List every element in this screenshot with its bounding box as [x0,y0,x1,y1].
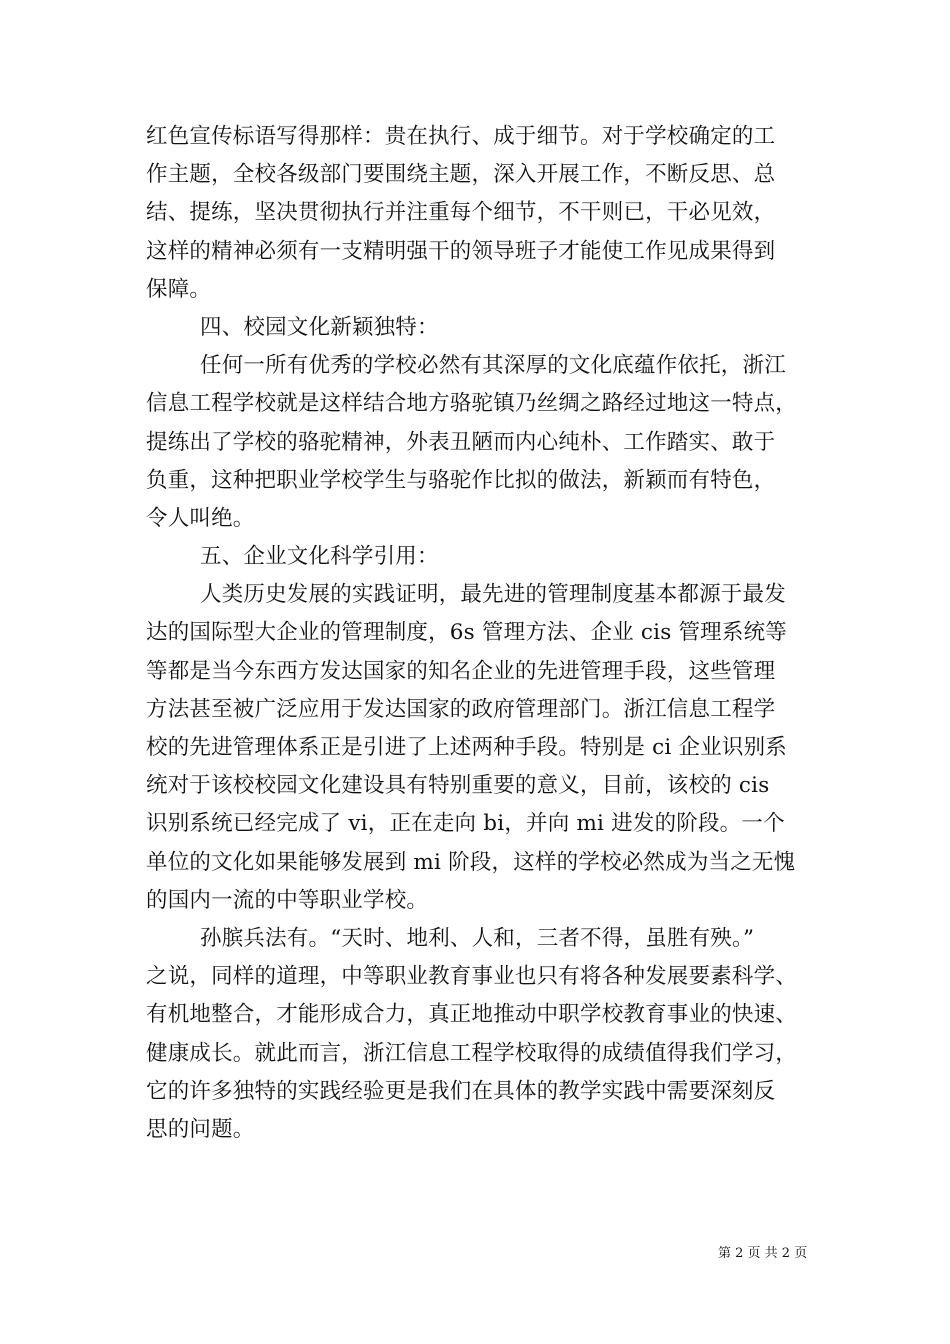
text-line: 结、提练，坚决贯彻执行并注重每个细节，不干则已，干必见效， [146,200,776,226]
text-line: 四、校园文化新颖独特： [200,314,439,340]
text-line: 方法甚至被广泛应用于发达国家的政府管理部门。浙江信息工程学 [146,696,776,722]
page-number-footer: 第 2 页 共 2 页 [718,1246,808,1261]
text-line: 孙膑兵法有。“天时、地利、人和，三者不得，虽胜有殃。” [200,925,755,951]
text-line: 令人叫绝。 [146,505,255,531]
text-line: 识别系统已经完成了 vi，正在走向 bi，并向 mi 进发的阶段。一个 [146,811,785,837]
text-line: 人类历史发展的实践证明，最先进的管理制度基本都源于最发 [200,582,786,608]
text-line: 单位的文化如果能够发展到 mi 阶段，这样的学校必然成为当之无愧 [146,849,796,875]
text-line: 五、企业文化科学引用： [200,544,439,570]
text-line: 健康成长。就此而言，浙江信息工程学校取得的成绩值得我们学习， [146,1040,798,1066]
text-line: 它的许多独特的实践经验更是我们在具体的教学实践中需要深刻反 [146,1078,776,1104]
text-line: 统对于该校校园文化建设具有特别重要的意义，目前，该校的 cis [146,773,770,799]
text-line: 思的问题。 [146,1116,255,1142]
text-line: 之说，同样的道理，中等职业教育事业也只有将各种发展要素科学、 [146,964,798,990]
text-line: 这样的精神必须有一支精明强干的领导班子才能使工作见成果得到 [146,238,776,264]
text-line: 校的先进管理体系正是引进了上述两种手段。特别是 ci 企业识别系 [146,735,787,760]
text-line: 红色宣传标语写得那样：贵在执行、成于细节。对于学校确定的工 [146,124,776,149]
text-line: 任何一所有优秀的学校必然有其深厚的文化底蕴作依托，浙江 [200,353,786,379]
text-line: 作主题，全校各级部门要围绕主题，深入开展工作，不断反思、总 [146,162,776,188]
text-line: 有机地整合，才能形成合力，真正地推动中职学校教育事业的快速、 [146,1002,798,1028]
text-line: 等都是当今东西方发达国家的知名企业的先进管理手段，这些管理 [146,658,776,684]
text-line: 提练出了学校的骆驼精神，外表丑陋而内心纯朴、工作踏实、敢于 [146,429,776,455]
text-line: 达的国际型大企业的管理制度，6s 管理方法、企业 cis 管理系统等 [146,620,787,646]
text-line: 的国内一流的中等职业学校。 [146,887,429,913]
text-line: 信息工程学校就是这样结合地方骆驼镇乃丝绸之路经过地这一特点， [146,391,798,417]
document-body [146,118,816,1149]
text-line: 保障。 [146,276,212,302]
text-line: 负重，这种把职业学校学生与骆驼作比拟的做法，新颖而有特色， [146,467,776,493]
